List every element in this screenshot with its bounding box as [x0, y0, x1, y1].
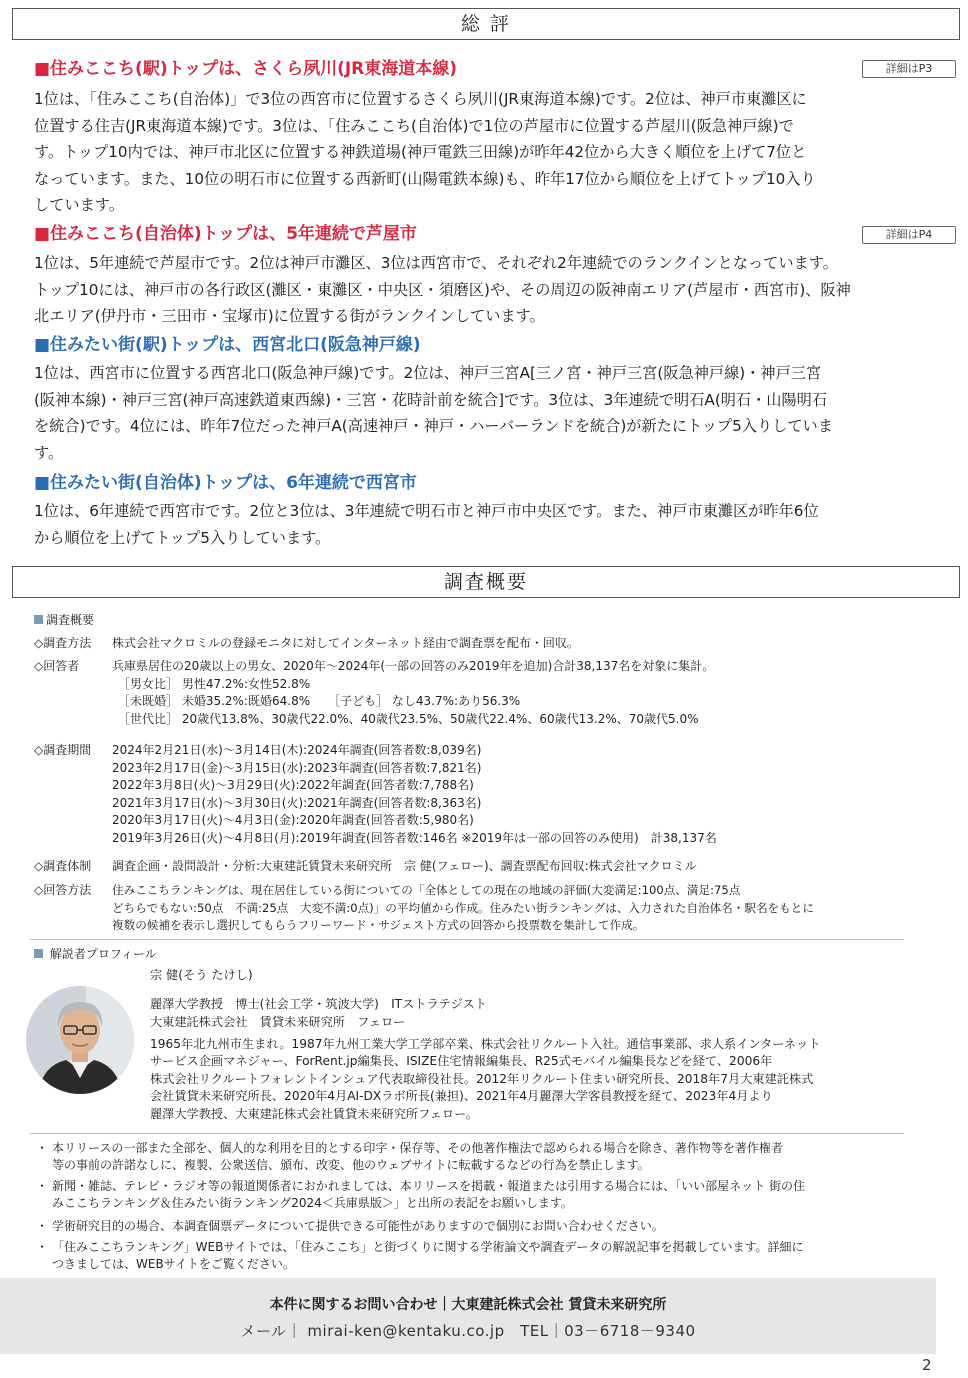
paragraph-line: す。トップ10内では、神戸市北区に位置する神鉄道場(神戸電鉄三田線)が昨年42位から大きく順位を上げて7位と: [34, 143, 807, 162]
person-portrait-icon: [26, 986, 134, 1094]
bullet-dot-icon: ・: [36, 1179, 49, 1193]
summary-paragraph-municipality-livability: [34, 250, 942, 330]
notice-line: 本リリースの一部また全部を、個人的な利用を目的とする印字・保存等、その他著作権法で認められる場合を除き、著作物等を著作権者: [52, 1141, 783, 1155]
period-line: 2024年2月21日(水)～3月14日(木):2024年調査(回答者数:8,039名): [112, 743, 482, 757]
answer-line: 複数の候補を表示し選択してもらうフリーワード・サジェスト方式の回答から投票数を集計して作成。: [112, 918, 645, 933]
period-line: 2020年3月17日(火)～4月3日(金):2020年調査(回答者数:5,980名): [112, 813, 474, 828]
profile-biography: [150, 1036, 820, 1123]
summary-heading-station-desired: ■住みたい街(駅)トップは、西宮北口(阪急神戸線): [34, 335, 421, 355]
summary-heading-municipality-desired: ■住みたい街(自治体)トップは、6年連続で西宮市: [34, 473, 417, 493]
paragraph-line: す。: [34, 443, 64, 462]
survey-structure-label: ◇調査体制: [34, 859, 92, 873]
survey-answer-method-text: [112, 882, 814, 935]
notice-line: 等の事前の許諾なしに、複製、公衆送信、頒布、改変、他のウェブサイトに転載するなどの行為を禁止します。: [52, 1158, 650, 1172]
respondents-line: ［世代比］ 20歳代13.8%、30歳代22.0%、40歳代23.5%、50歳代22.4%、60歳代13.2%、70歳代5.0%: [118, 711, 699, 726]
notice-copyright: [36, 1140, 906, 1174]
paragraph-line: 1位は、「住みここち(自治体)」で3位の西宮市に位置するさくら夙川(JR東海道本線)です。2位は、神戸市東灘区に: [34, 90, 807, 108]
notice-press: [36, 1178, 906, 1212]
bullet-dot-icon: ・: [36, 1141, 49, 1155]
divider: [30, 939, 904, 940]
survey-respondents-label: ◇回答者: [34, 659, 80, 673]
paragraph-line: トップ10には、神戸市の各行政区(灘区・東灘区・中央区・須磨区)や、その周辺の阪神南エリア(芦屋市・西宮市)、阪神: [34, 280, 851, 299]
paragraph-line: なっています。また、10位の明石市に位置する西新町(山陽電鉄本線)も、昨年17位から順位を上げてトップ10入り: [34, 169, 816, 188]
page-number: 2: [922, 1356, 932, 1374]
period-line: 2021年3月17日(水)～3月30日(火):2021年調査(回答者数:8,363名): [112, 795, 482, 810]
divider: [30, 1133, 904, 1134]
paragraph-line: 1位は、6年連続で西宮市です。2位と3位は、3年連続で明石市と神戸市中央区です。また、神戸市東灘区が昨年6位: [34, 502, 819, 520]
summary-section-title: 総 評: [12, 8, 960, 40]
summary-paragraph-station-livability: [34, 86, 942, 219]
profile-name: 宗 健(そう たけし): [150, 968, 253, 982]
paragraph-line: 1位は、5年連続で芦屋市です。2位は神戸市灘区、3位は西宮市で、それぞれ2年連続でのランクインとなっています。: [34, 254, 838, 272]
survey-respondents-text: [112, 658, 714, 728]
paragraph-line: から順位を上げてトップ5入りしています。: [34, 528, 331, 547]
respondents-line: 兵庫県居住の20歳以上の男女、2020年～2024年(一部の回答のみ2019年を追加)合計38,137名を対象に集計。: [112, 659, 715, 673]
survey-overview-label: 調査概要: [34, 612, 94, 630]
detail-p4-button[interactable]: 詳細はP4: [862, 226, 956, 244]
notice-website: [36, 1239, 906, 1273]
survey-period-text: [112, 742, 717, 848]
square-bullet-icon: [34, 615, 43, 624]
summary-paragraph-station-desired: [34, 360, 942, 466]
period-line: 2023年2月17日(金)～3月15日(水):2023年調査(回答者数:7,821名): [112, 760, 482, 775]
survey-method-label: ◇調査方法: [34, 636, 92, 650]
bio-line: 麗澤大学教授、大東建託株式会社賃貸未来研究所フェロー。: [150, 1106, 478, 1121]
paragraph-line: を統合)です。4位には、昨年7位だった神戸A(高速神戸・神戸・ハーバーランドを統合)が新たにトップ5入りしていま: [34, 417, 833, 436]
summary-heading-station-livability: ■住みここち(駅)トップは、さくら夙川(JR東海道本線): [34, 59, 458, 79]
period-line: 2019年3月26日(火)～4月8日(月):2019年調査(回答者数:146名 ※2019年は一部の回答のみ使用) 計38,137名: [112, 830, 717, 845]
paragraph-line: 北エリア(伊丹市・三田市・宝塚市)に位置する街がランクインしています。: [34, 307, 545, 326]
notice-line: 新聞・雑誌、テレビ・ラジオ等の報道関係者におかれましては、本リリースを掲載・報道または引用する場合には、「いい部屋ネット 街の住: [52, 1179, 805, 1193]
notice-line: みここちランキング＆住みたい街ランキング2024＜兵庫県版＞」と出所の表記をお願いします。: [52, 1196, 573, 1210]
survey-section-title: 調査概要: [12, 566, 960, 598]
survey-method-text: 株式会社マクロミルの登録モニタに対してインターネット経由で調査票を配布・回収。: [112, 636, 579, 650]
survey-answer-method-label: ◇回答方法: [34, 883, 92, 897]
paragraph-line: 1位は、西宮市に位置する西宮北口(阪急神戸線)です。2位は、神戸三宮A[三ノ宮・神戸三宮(阪急神戸線)・神戸三宮: [34, 364, 822, 382]
notice-line: 学術研究目的の場合、本調査個票データについて提供できる可能性がありますので個別にお問い合わせください。: [52, 1219, 664, 1233]
bio-line: 1965年北九州市生まれ。1987年九州工業大学工学部卒業、株式会社リクルート入社。通信事業部、求人系インターネット: [150, 1037, 821, 1051]
answer-line: どちらでもない:50点 不満:25点 大変不満:0点)」の平均値から作成。住みたい街ランキングは、入力された自治体名・駅名をもとに: [112, 900, 814, 915]
bullet-dot-icon: ・: [36, 1240, 49, 1254]
survey-period-label: ◇調査期間: [34, 743, 92, 757]
bullet-dot-icon: ・: [36, 1219, 49, 1233]
bio-line: サービス企画マネジャー、ForRent.jp編集長、ISIZE住宅情報編集長、R25式モバイル編集長などを経て、2006年: [150, 1054, 773, 1069]
summary-heading-municipality-livability: ■住みここち(自治体)トップは、5年連続で芦屋市: [34, 224, 417, 244]
paragraph-line: しています。: [34, 196, 124, 215]
profile-photo: [26, 986, 134, 1094]
bio-line: 会社賃貸未来研究所長、2020年4月AI-DXラボ所長(兼担)、2021年4月麗澤大学客員教授を経て、2023年4月より: [150, 1089, 773, 1104]
respondents-line: ［男女比］ 男性47.2%:女性52.8%: [118, 676, 311, 691]
paragraph-line: (阪神本線)・神戸三宮(神戸高速鉄道東西線)・三宮・花時計前を統合]です。3位は、3年連続で明石A(明石・山陽明石: [34, 390, 828, 409]
respondents-line: ［未既婚］ 未婚35.2%:既婚64.8% ［子ども］ なし43.7%:あり56.3%: [118, 694, 521, 709]
contact-details[interactable]: メール｜ mirai-ken@kentaku.co.jp TEL｜03－6718－9340: [240, 1322, 696, 1340]
profile-label: 解説者プロフィール: [34, 946, 157, 964]
paragraph-line: 位置する住吉(JR東海道本線)です。3位は、「住みここち(自治体)で1位の芦屋市に位置する芦屋川(阪急神戸線)で: [34, 116, 794, 135]
notice-line: つきましては、WEBサイトをご覧ください。: [52, 1257, 295, 1271]
answer-line: 住みここちランキングは、現在居住している街についての「全体としての現在の地域の評価(大変満足:100点、満足:75点: [112, 883, 741, 897]
summary-paragraph-municipality-desired: [34, 498, 942, 551]
profile-title-company: 大東建託株式会社 賃貸未来研究所 フェロー: [150, 1015, 406, 1029]
notice-line: 「住みここちランキング」WEBサイトでは、「住みここち」と街づくりに関する学術論文や調査データの解説記事を掲載しています。詳細に: [52, 1240, 804, 1254]
notice-academic: [36, 1218, 906, 1235]
detail-p3-button[interactable]: 詳細はP3: [862, 60, 956, 78]
bio-line: 株式会社リクルートフォレントインシュア代表取締役社長。2012年リクルート住まい研究所長、2018年7月大東建託株式: [150, 1071, 814, 1086]
contact-box: [0, 1278, 936, 1354]
square-bullet-icon: [34, 949, 43, 958]
period-line: 2022年3月8日(火)～3月29日(火):2022年調査(回答者数:7,788名): [112, 778, 474, 793]
survey-structure-text: 調査企画・設問設計・分析:大東建託賃貸未来研究所 宗 健(フェロー)、調査票配布回収:株式会社マクロミル: [112, 859, 697, 873]
contact-title: 本件に関するお問い合わせ｜大東建託株式会社 賃貸未来研究所: [269, 1297, 667, 1313]
profile-title-university: 麗澤大学教授 博士(社会工学・筑波大学) ITストラテジスト: [150, 997, 487, 1011]
